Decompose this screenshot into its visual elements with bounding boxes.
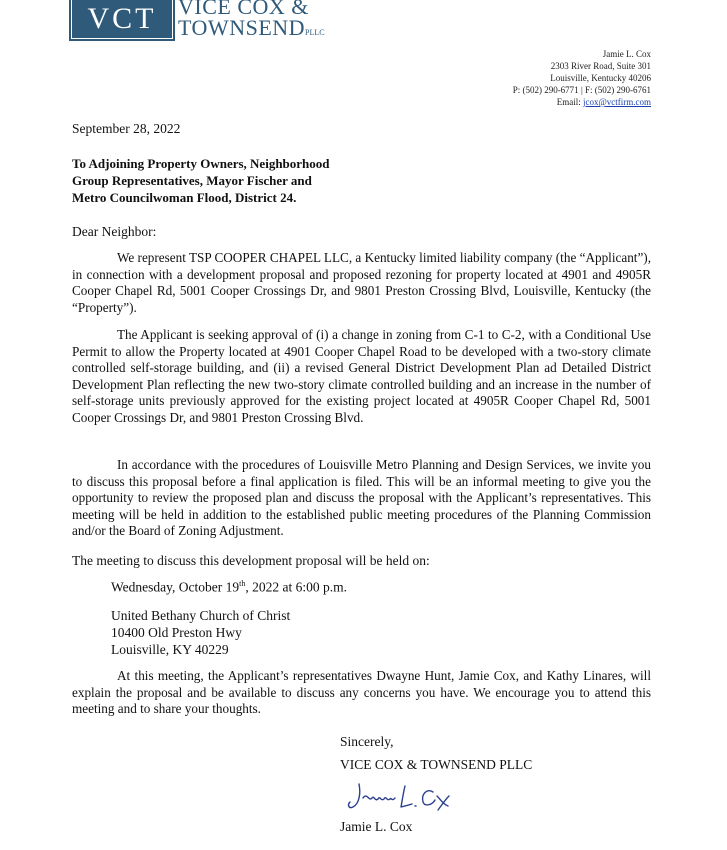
contact-name: Jamie L. Cox bbox=[602, 49, 651, 59]
paragraph-invitation: In accordance with the procedures of Louisville Metro Planning and Design Services, we invite you to discuss this proposal before a final application is filed. This will be an informal meeting to give you the opportunity to review the proposed plan and discuss the proposal with the Applicant’s representatives. This meeting will be held in addition to the established public meeting procedures of the Planning Commission and/or the Board of Zoning Adjustment. bbox=[72, 457, 651, 539]
venue-line: Louisville, KY 40229 bbox=[111, 642, 229, 657]
address-line: To Adjoining Property Owners, Neighborhood bbox=[72, 156, 330, 171]
firm-name-line2: TOWNSENDPLLC bbox=[178, 15, 325, 40]
address-line: Group Representatives, Mayor Fischer and bbox=[72, 173, 312, 188]
paragraph-representatives: At this meeting, the Applicant’s representatives Dwayne Hunt, Jamie Cox, and Kathy Linares, will explain the proposal and be available to discuss any concerns you have. We encourage you to attend this meeting and to share your thoughts. bbox=[72, 668, 651, 717]
address-line: Metro Councilwoman Flood, District 24. bbox=[72, 190, 297, 205]
meeting-intro: The meeting to discuss this development proposal will be held on: bbox=[72, 553, 430, 568]
firm-name-line1: VICE COX & bbox=[178, 0, 309, 19]
letter-date: September 28, 2022 bbox=[72, 121, 181, 136]
salutation: Dear Neighbor: bbox=[72, 224, 157, 239]
contact-street: 2303 River Road, Suite 301 bbox=[550, 61, 651, 71]
paragraph-intro: We represent TSP COOPER CHAPEL LLC, a Kentucky limited liability company (the “Applicant”), in connection with a development proposal and proposed rezoning for property located at 4901 and 4905R Cooper Chapel Rd, 5001 Cooper Crossings Dr, and 9801 Preston Crossing Blvd, Louisville, Kentucky (the “Property”). bbox=[72, 250, 651, 315]
paragraph-approval: The Applicant is seeking approval of (i) a change in zoning from C-1 to C-2, with a Conditional Use Permit to allow the Property located at 4901 Cooper Chapel Road to be developed with a two-story climate controlled self-storage building, and (ii) a revised General District Development Plan ad Detailed District Development Plan reflecting the new two-story climate controlled building and an increase in the number of self-storage units previously approved for the existing project located at 4905R Cooper Chapel Rd, 5001 Cooper Crossings Dr, and 9801 Preston Crossing Blvd. bbox=[72, 327, 651, 425]
closing-firm: VICE COX & TOWNSEND PLLC bbox=[340, 757, 533, 772]
venue-line: United Bethany Church of Christ bbox=[111, 608, 291, 623]
handwritten-signature bbox=[345, 780, 455, 819]
closing: Sincerely, bbox=[340, 734, 394, 749]
meeting-venue bbox=[111, 607, 290, 658]
recipient-address bbox=[72, 155, 330, 206]
signer-name: Jamie L. Cox bbox=[340, 819, 413, 834]
contact-email: Email: jcox@vctfirm.com bbox=[556, 97, 651, 107]
venue-line: 10400 Old Preston Hwy bbox=[111, 625, 242, 640]
firm-suffix: PLLC bbox=[305, 28, 325, 37]
contact-block bbox=[513, 48, 651, 108]
closing-block bbox=[340, 730, 532, 776]
contact-phone-fax: P: (502) 290-6771 | F: (502) 290-6761 bbox=[512, 85, 651, 95]
firm-logo bbox=[72, 0, 172, 38]
logo-text: VCT bbox=[87, 2, 157, 35]
meeting-date: Wednesday, October 19th, 2022 at 6:00 p.m. bbox=[111, 579, 347, 595]
email-link[interactable]: jcox@vctfirm.com bbox=[582, 97, 651, 107]
firm-name bbox=[178, 0, 325, 43]
contact-city: Louisville, Kentucky 40206 bbox=[550, 73, 651, 83]
